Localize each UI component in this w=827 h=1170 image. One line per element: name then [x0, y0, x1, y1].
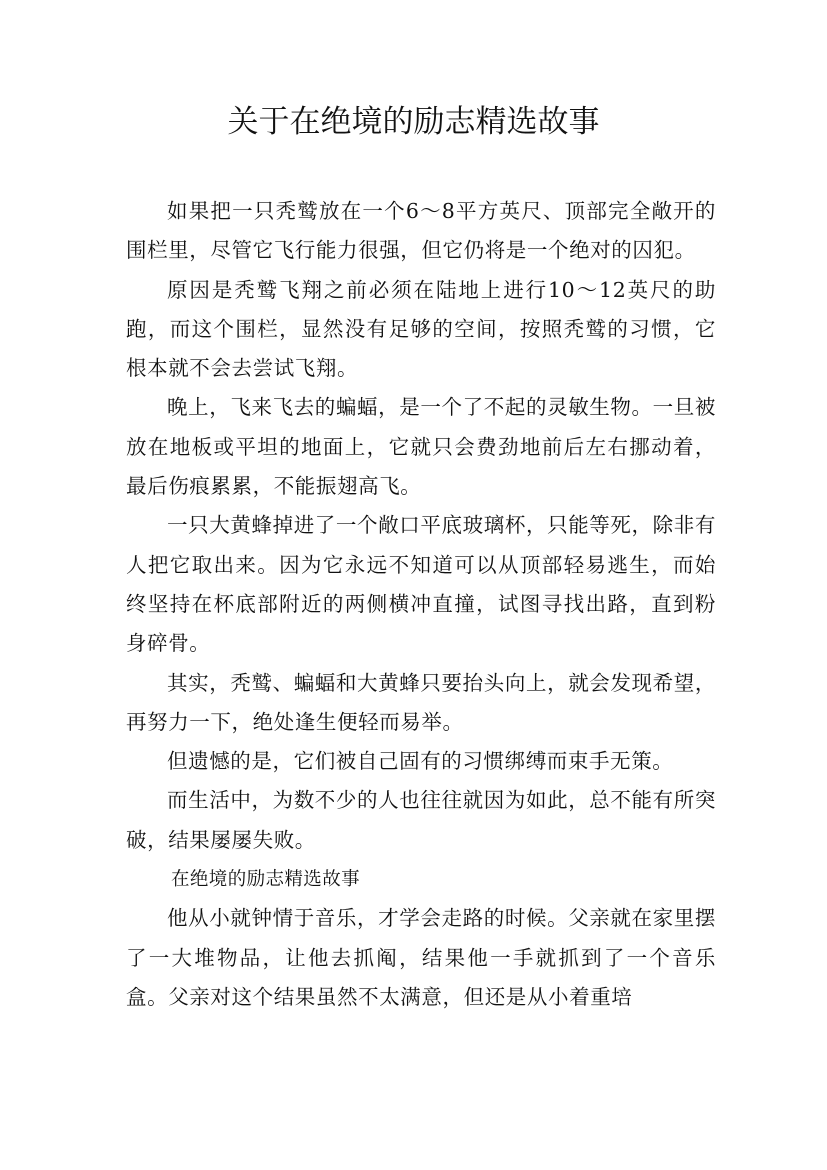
paragraph-7: 而生活中，为数不少的人也往往就因为如此，总不能有所突破，结果屡屡失败。: [126, 788, 716, 852]
paragraph-4: 一只大黄蜂掉进了一个敞口平底玻璃杯，只能等死，除非有人把它取出来。因为它永远不知道可以从顶部轻易逃生，而始终坚持在杯底部附近的两侧横冲直撞，试图寻找出路，直到粉身碎骨。: [126, 513, 716, 656]
paragraph-2: 原因是秃鹫飞翔之前必须在陆地上进行10～12英尺的助跑，而这个围栏，显然没有足够的空间，按照秃鹫的习惯，它根本就不会去尝试飞翔。: [126, 277, 716, 381]
document-body: [126, 192, 716, 1017]
document-title: 关于在绝境的励志精选故事: [227, 104, 600, 140]
section-subheading: 在绝境的励志精选故事: [171, 869, 361, 891]
paragraph-5: 其实，秃鹫、蝙蝠和大黄蜂只要抬头向上，就会发现希望，再努力一下，绝处逢生便轻而易举。: [126, 670, 716, 734]
paragraph-6: 但遗憾的是，它们被自己固有的习惯绑缚而束手无策。: [167, 749, 674, 774]
paragraph-1: 如果把一只秃鹫放在一个6～8平方英尺、顶部完全敞开的围栏里，尽管它飞行能力很强，但它仍将是一个绝对的囚犯。: [126, 199, 716, 263]
paragraph-3: 晚上，飞来飞去的蝙蝠，是一个了不起的灵敏生物。一旦被放在地板或平坦的地面上，它就只会费劲地前后左右挪动着，最后伤痕累累，不能振翅高飞。: [126, 395, 716, 499]
paragraph-8: 他从小就钟情于音乐，才学会走路的时候。父亲就在家里摆了一大堆物品，让他去抓阄，结果他一手就抓到了一个音乐盒。父亲对这个结果虽然不太满意，但还是从小着重培: [126, 906, 716, 1009]
